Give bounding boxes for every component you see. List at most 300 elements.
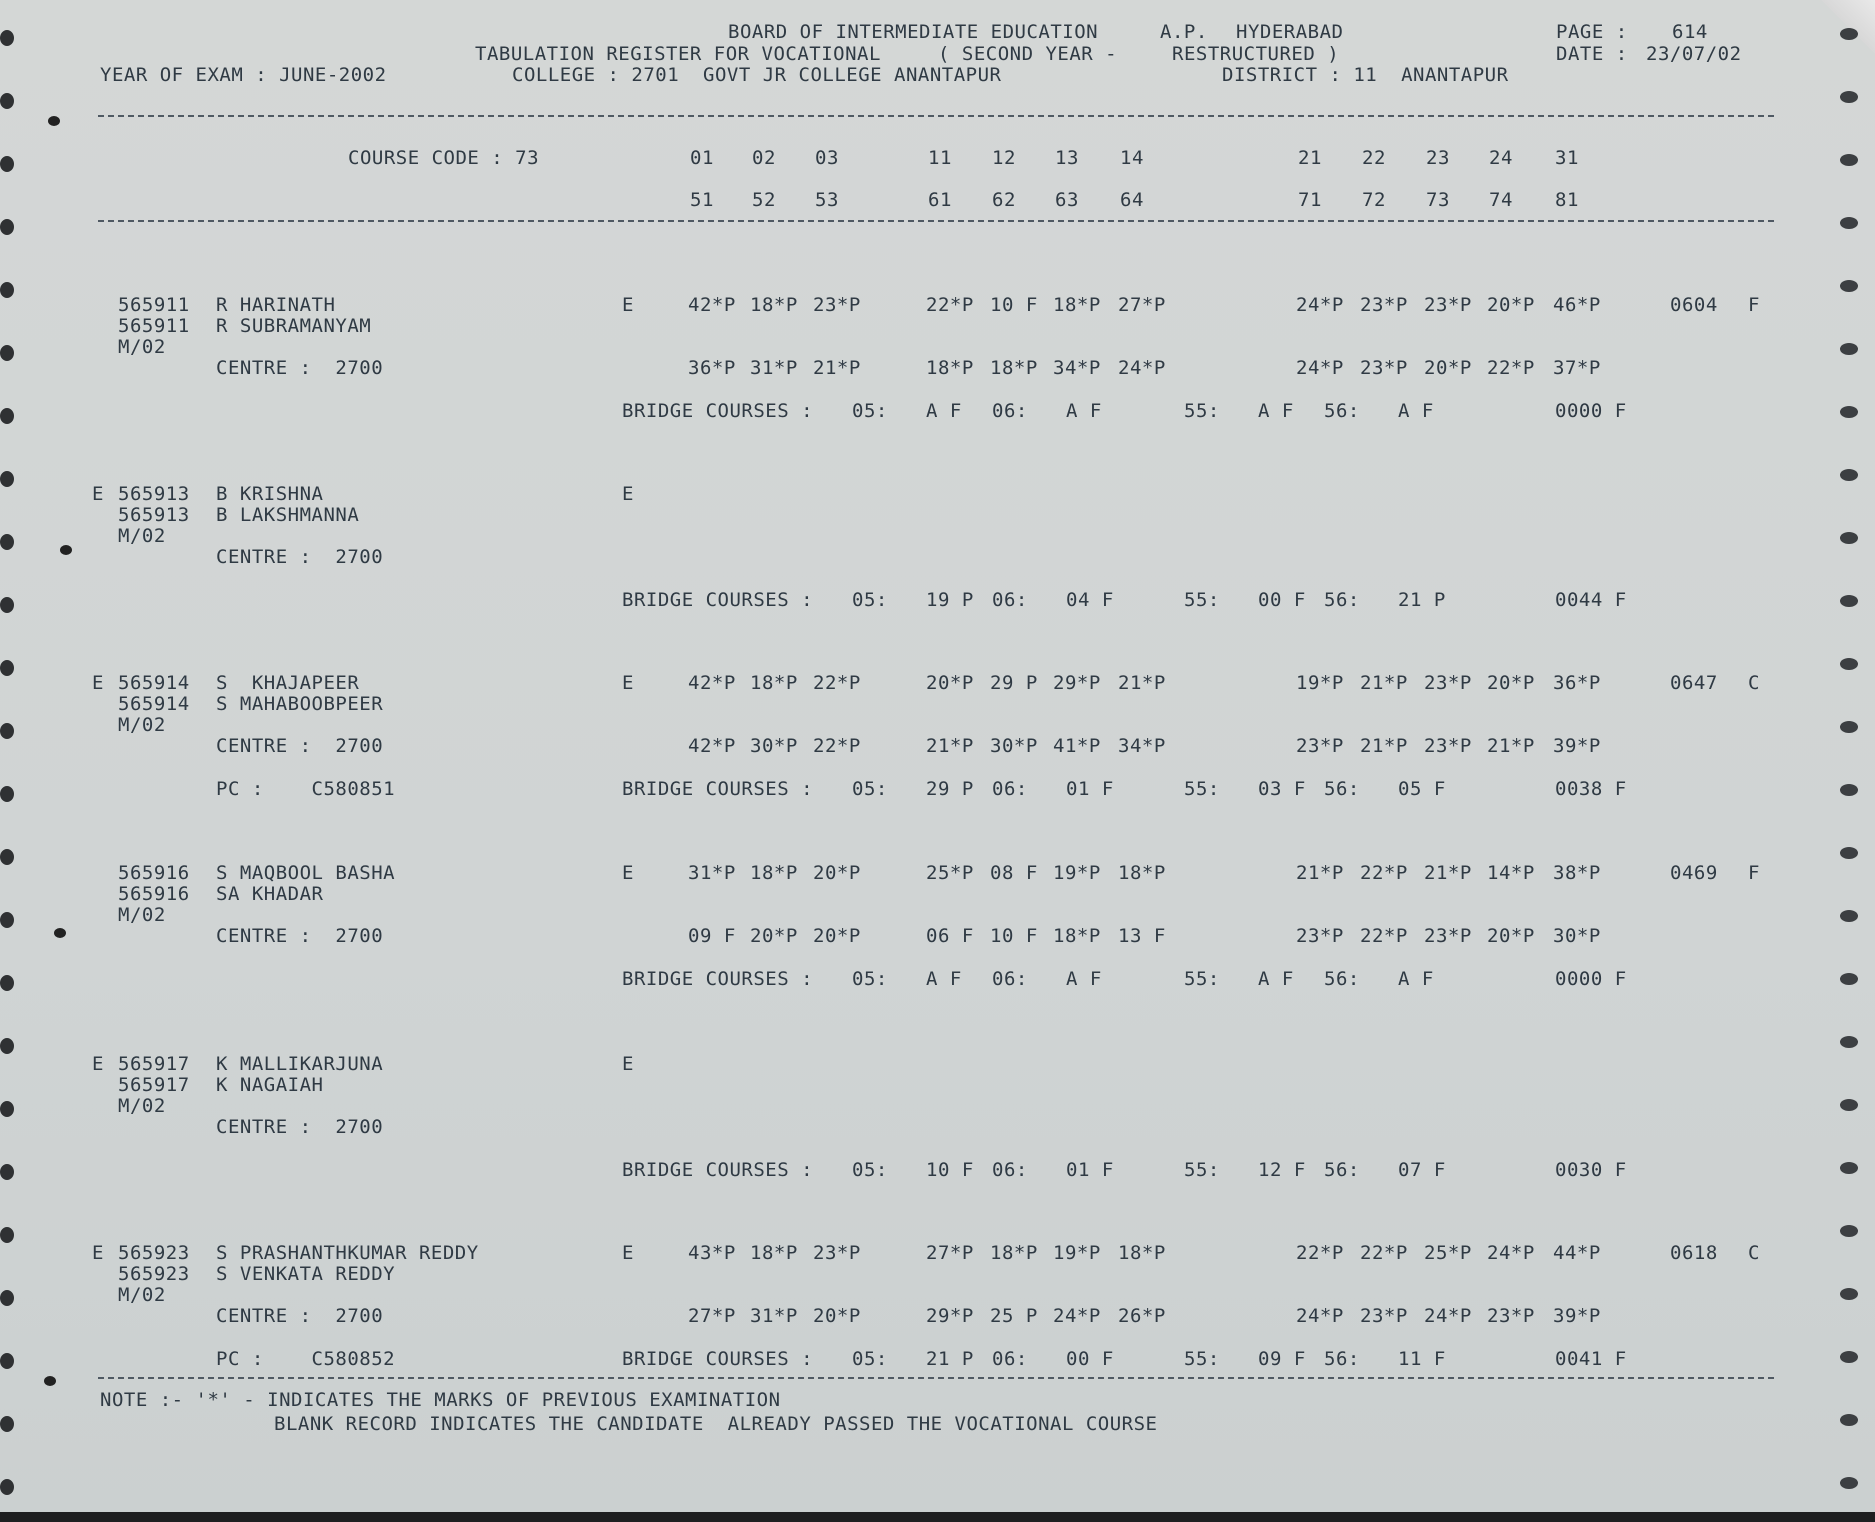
sprocket-hole — [0, 660, 14, 676]
sprocket-hole — [0, 723, 14, 739]
exam-marker: E — [622, 294, 634, 316]
ink-spot — [48, 116, 60, 126]
mark-cell-previous: 24*P — [1053, 1305, 1101, 1327]
sprocket-hole — [1840, 1477, 1858, 1489]
sprocket-hole — [0, 156, 14, 172]
mark-cell: 19*P — [1053, 1242, 1101, 1264]
pc-number: PC : C580851 — [216, 778, 396, 800]
sprocket-hole — [0, 597, 14, 613]
sprocket-hole — [0, 30, 14, 46]
mark-cell-previous: 20*P — [750, 925, 798, 947]
result-code: F — [1748, 294, 1760, 316]
bridge-mark: 01 F — [1066, 778, 1114, 800]
bridge-code: 55: — [1184, 778, 1220, 800]
bridge-mark: A F — [926, 968, 962, 990]
mark-cell: 42*P — [688, 294, 736, 316]
course-subject-code: 74 — [1489, 189, 1513, 211]
centre-info: CENTRE : 2700 — [216, 1305, 384, 1327]
course-subject-code: 23 — [1426, 147, 1450, 169]
candidate-name: S PRASHANTHKUMAR REDDY — [216, 1242, 479, 1264]
course-subject-code: 71 — [1298, 189, 1322, 211]
mark-cell: 19*P — [1296, 672, 1344, 694]
father-name: B LAKSHMANNA — [216, 504, 360, 526]
bridge-code: 06: — [992, 968, 1028, 990]
bridge-courses-label: BRIDGE COURSES : — [622, 778, 814, 800]
course-subject-code: 81 — [1555, 189, 1579, 211]
bridge-mark: 04 F — [1066, 589, 1114, 611]
sprocket-hole — [0, 1416, 14, 1432]
medium-code: M/02 — [118, 904, 166, 926]
father-name: R SUBRAMANYAM — [216, 315, 372, 337]
sprocket-hole — [1840, 721, 1858, 733]
bridge-code: 06: — [992, 778, 1028, 800]
centre-info: CENTRE : 2700 — [216, 925, 384, 947]
mark-cell: 18*P — [750, 1242, 798, 1264]
mark-cell: 22*P — [1360, 1242, 1408, 1264]
total-marks: 0469 — [1670, 862, 1718, 884]
sprocket-hole — [0, 1038, 14, 1054]
year-of-exam: YEAR OF EXAM : JUNE-2002 — [100, 64, 387, 86]
roll-number: 565916 — [118, 862, 190, 884]
exam-marker: E — [622, 483, 634, 505]
ink-spot — [54, 928, 66, 938]
course-subject-code: 61 — [928, 189, 952, 211]
roll-number-2: 565917 — [118, 1074, 190, 1096]
bridge-total: 0000 F — [1555, 968, 1627, 990]
mark-cell-previous: 23*P — [1487, 1305, 1535, 1327]
year-type: ( SECOND YEAR - — [938, 43, 1118, 65]
sprocket-hole — [1840, 91, 1858, 103]
bridge-code: 55: — [1184, 589, 1220, 611]
board-name: BOARD OF INTERMEDIATE EDUCATION — [728, 21, 1099, 43]
sprocket-hole — [0, 1353, 14, 1369]
mark-cell: 21*P — [1360, 672, 1408, 694]
bridge-code: 06: — [992, 589, 1028, 611]
centre-info: CENTRE : 2700 — [216, 735, 384, 757]
mark-cell-previous: 24*P — [1118, 357, 1166, 379]
exam-marker: E — [622, 1053, 634, 1075]
mark-cell: 08 F — [990, 862, 1038, 884]
rule-course — [98, 220, 1774, 222]
father-name: S VENKATA REDDY — [216, 1263, 396, 1285]
mark-cell-previous: 30*P — [1553, 925, 1601, 947]
bridge-mark: A F — [1258, 400, 1294, 422]
result-code: C — [1748, 1242, 1760, 1264]
medium-code: M/02 — [118, 336, 166, 358]
course-subject-code: 31 — [1555, 147, 1579, 169]
mark-cell: 19*P — [1053, 862, 1101, 884]
roll-number: 565923 — [118, 1242, 190, 1264]
mark-cell-previous: 18*P — [990, 357, 1038, 379]
sprocket-hole — [0, 282, 14, 298]
mark-cell-previous: 36*P — [688, 357, 736, 379]
mark-cell: 27*P — [926, 1242, 974, 1264]
centre-info: CENTRE : 2700 — [216, 1116, 384, 1138]
bridge-courses-label: BRIDGE COURSES : — [622, 400, 814, 422]
mark-cell-previous: 30*P — [990, 735, 1038, 757]
record-flag: E — [92, 1242, 104, 1264]
mark-cell-previous: 31*P — [750, 357, 798, 379]
note-line-1: NOTE :- '*' - INDICATES THE MARKS OF PREVIOUS EXAMINATION — [100, 1389, 781, 1411]
course-subject-code: 21 — [1298, 147, 1322, 169]
page-number: 614 — [1672, 21, 1708, 43]
mark-cell: 38*P — [1553, 862, 1601, 884]
record-flag: E — [92, 1053, 104, 1075]
roll-number: 565911 — [118, 294, 190, 316]
mark-cell: 23*P — [813, 1242, 861, 1264]
bridge-mark: A F — [926, 400, 962, 422]
bridge-total: 0030 F — [1555, 1159, 1627, 1181]
bridge-courses-label: BRIDGE COURSES : — [622, 1348, 814, 1370]
mark-cell-previous: 29*P — [926, 1305, 974, 1327]
bridge-mark: 29 P — [926, 778, 974, 800]
mark-cell-previous: 23*P — [1424, 925, 1472, 947]
mark-cell: 18*P — [1118, 862, 1166, 884]
mark-cell: 21*P — [1424, 862, 1472, 884]
mark-cell: 21*P — [1118, 672, 1166, 694]
mark-cell: 43*P — [688, 1242, 736, 1264]
mark-cell: 22*P — [926, 294, 974, 316]
course-subject-code: 62 — [992, 189, 1016, 211]
district-info: DISTRICT : 11 ANANTAPUR — [1222, 64, 1509, 86]
rule-bottom — [98, 1377, 1774, 1379]
mark-cell: 23*P — [1424, 294, 1472, 316]
roll-number-2: 565923 — [118, 1263, 190, 1285]
mark-cell-previous: 24*P — [1424, 1305, 1472, 1327]
mark-cell: 14*P — [1487, 862, 1535, 884]
roll-number-2: 565911 — [118, 315, 190, 337]
record-flag: E — [92, 483, 104, 505]
mark-cell-previous: 24*P — [1296, 1305, 1344, 1327]
sprocket-hole — [0, 1101, 14, 1117]
father-name: K NAGAIAH — [216, 1074, 324, 1096]
sprocket-hole — [1840, 28, 1858, 40]
mark-cell-previous: 24*P — [1296, 357, 1344, 379]
sprocket-hole — [1840, 469, 1858, 481]
bridge-code: 05: — [852, 778, 888, 800]
sprocket-hole — [0, 1290, 14, 1306]
sprocket-hole — [0, 1164, 14, 1180]
mark-cell-previous: 23*P — [1296, 925, 1344, 947]
bridge-code: 06: — [992, 400, 1028, 422]
bridge-mark: 21 P — [926, 1348, 974, 1370]
bridge-code: 56: — [1324, 778, 1360, 800]
mark-cell-previous: 20*P — [813, 1305, 861, 1327]
mark-cell-previous: 23*P — [1424, 735, 1472, 757]
bridge-code: 56: — [1324, 400, 1360, 422]
medium-code: M/02 — [118, 525, 166, 547]
record-flag: E — [92, 672, 104, 694]
bridge-courses-label: BRIDGE COURSES : — [622, 589, 814, 611]
course-subject-code: 02 — [752, 147, 776, 169]
mark-cell: 18*P — [750, 672, 798, 694]
bridge-total: 0044 F — [1555, 589, 1627, 611]
date-label: DATE : — [1556, 43, 1628, 65]
mark-cell-previous: 37*P — [1553, 357, 1601, 379]
mark-cell-previous: 23*P — [1296, 735, 1344, 757]
sprocket-hole — [0, 849, 14, 865]
mark-cell-previous: 20*P — [1424, 357, 1472, 379]
bridge-code: 06: — [992, 1348, 1028, 1370]
college-info: COLLEGE : 2701 GOVT JR COLLEGE ANANTAPUR — [512, 64, 1002, 86]
exam-marker: E — [622, 862, 634, 884]
mark-cell-previous: 41*P — [1053, 735, 1101, 757]
bridge-mark: 05 F — [1398, 778, 1446, 800]
sprocket-hole — [1840, 1036, 1858, 1048]
mark-cell-previous: 31*P — [750, 1305, 798, 1327]
sprocket-hole — [0, 786, 14, 802]
bridge-code: 55: — [1184, 968, 1220, 990]
mark-cell: 36*P — [1553, 672, 1601, 694]
mark-cell-previous: 21*P — [926, 735, 974, 757]
result-code: C — [1748, 672, 1760, 694]
sprocket-hole — [0, 93, 14, 109]
mark-cell: 20*P — [1487, 294, 1535, 316]
course-subject-code: 22 — [1362, 147, 1386, 169]
mark-cell-previous: 34*P — [1053, 357, 1101, 379]
sprocket-hole — [1840, 784, 1858, 796]
mark-cell-previous: 20*P — [813, 925, 861, 947]
bridge-code: 56: — [1324, 1348, 1360, 1370]
mark-cell-previous: 25 P — [990, 1305, 1038, 1327]
page-label: PAGE : — [1556, 21, 1628, 43]
date-value: 23/07/02 — [1646, 43, 1742, 65]
bridge-mark: A F — [1398, 400, 1434, 422]
mark-cell: 18*P — [1118, 1242, 1166, 1264]
result-code: F — [1748, 862, 1760, 884]
course-code: COURSE CODE : 73 — [348, 147, 540, 169]
roll-number: 565914 — [118, 672, 190, 694]
mark-cell: 25*P — [1424, 1242, 1472, 1264]
sprocket-hole — [1840, 1225, 1858, 1237]
mark-cell: 18*P — [990, 1242, 1038, 1264]
bridge-mark: A F — [1258, 968, 1294, 990]
mark-cell-previous: 06 F — [926, 925, 974, 947]
mark-cell-previous: 23*P — [1360, 357, 1408, 379]
mark-cell: 20*P — [1487, 672, 1535, 694]
roll-number-2: 565913 — [118, 504, 190, 526]
bridge-code: 05: — [852, 968, 888, 990]
bridge-mark: A F — [1066, 968, 1102, 990]
course-subject-code: 14 — [1120, 147, 1144, 169]
mark-cell: 29*P — [1053, 672, 1101, 694]
bridge-total: 0041 F — [1555, 1348, 1627, 1370]
sprocket-hole — [1840, 595, 1858, 607]
mark-cell: 24*P — [1296, 294, 1344, 316]
candidate-name: S KHAJAPEER — [216, 672, 360, 694]
course-subject-code: 52 — [752, 189, 776, 211]
bridge-mark: A F — [1066, 400, 1102, 422]
mark-cell-previous: 09 F — [688, 925, 736, 947]
course-subject-code: 24 — [1489, 147, 1513, 169]
sprocket-hole — [1840, 1162, 1858, 1174]
course-subject-code: 63 — [1055, 189, 1079, 211]
mark-cell: 22*P — [1296, 1242, 1344, 1264]
mark-cell-previous: 18*P — [926, 357, 974, 379]
sprocket-hole — [0, 219, 14, 235]
roll-number-2: 565916 — [118, 883, 190, 905]
sprocket-hole — [1840, 343, 1858, 355]
ink-spot — [44, 1376, 56, 1386]
medium-code: M/02 — [118, 1284, 166, 1306]
sprocket-hole — [1840, 910, 1858, 922]
centre-info: CENTRE : 2700 — [216, 357, 384, 379]
ink-spot — [60, 545, 72, 555]
sprocket-hole — [1840, 154, 1858, 166]
sprocket-hole — [0, 345, 14, 361]
mark-cell: 31*P — [688, 862, 736, 884]
mark-cell: 21*P — [1296, 862, 1344, 884]
mark-cell-previous: 18*P — [1053, 925, 1101, 947]
bridge-code: 56: — [1324, 968, 1360, 990]
mark-cell-previous: 39*P — [1553, 735, 1601, 757]
total-marks: 0647 — [1670, 672, 1718, 694]
bridge-mark: 12 F — [1258, 1159, 1306, 1181]
course-subject-code: 64 — [1120, 189, 1144, 211]
bridge-total: 0000 F — [1555, 400, 1627, 422]
course-subject-code: 13 — [1055, 147, 1079, 169]
mark-cell: 27*P — [1118, 294, 1166, 316]
course-subject-code: 72 — [1362, 189, 1386, 211]
sprocket-hole — [1840, 1099, 1858, 1111]
roll-number-2: 565914 — [118, 693, 190, 715]
mark-cell-previous: 27*P — [688, 1305, 736, 1327]
mark-cell-previous: 22*P — [1487, 357, 1535, 379]
sprocket-hole — [0, 471, 14, 487]
mark-cell: 20*P — [813, 862, 861, 884]
exam-marker: E — [622, 672, 634, 694]
mark-cell: 22*P — [813, 672, 861, 694]
sprocket-hole — [1840, 532, 1858, 544]
roll-number: 565913 — [118, 483, 190, 505]
bridge-mark: 21 P — [1398, 589, 1446, 611]
mark-cell-previous: 42*P — [688, 735, 736, 757]
mark-cell-previous: 34*P — [1118, 735, 1166, 757]
mark-cell: 24*P — [1487, 1242, 1535, 1264]
sprocket-hole — [1840, 217, 1858, 229]
bridge-mark: 07 F — [1398, 1159, 1446, 1181]
bridge-mark: 09 F — [1258, 1348, 1306, 1370]
sprocket-hole — [1840, 658, 1858, 670]
bridge-code: 05: — [852, 589, 888, 611]
father-name: SA KHADAR — [216, 883, 324, 905]
mark-cell: 23*P — [1424, 672, 1472, 694]
sprocket-hole — [1840, 1414, 1858, 1426]
mark-cell: 20*P — [926, 672, 974, 694]
sprocket-hole — [0, 912, 14, 928]
bridge-code: 06: — [992, 1159, 1028, 1181]
mark-cell: 44*P — [1553, 1242, 1601, 1264]
mark-cell: 42*P — [688, 672, 736, 694]
pc-number: PC : C580852 — [216, 1348, 396, 1370]
bridge-total: 0038 F — [1555, 778, 1627, 800]
course-subject-code: 12 — [992, 147, 1016, 169]
bridge-code: 05: — [852, 400, 888, 422]
sprocket-hole — [1840, 847, 1858, 859]
bridge-mark: 03 F — [1258, 778, 1306, 800]
exam-marker: E — [622, 1242, 634, 1264]
sheet-bottom-edge — [0, 1512, 1875, 1522]
mark-cell-previous: 30*P — [750, 735, 798, 757]
mark-cell: 46*P — [1553, 294, 1601, 316]
sprocket-hole — [0, 975, 14, 991]
mark-cell-previous: 20*P — [1487, 925, 1535, 947]
sprocket-hole — [1840, 406, 1858, 418]
sprocket-hole — [0, 534, 14, 550]
candidate-name: K MALLIKARJUNA — [216, 1053, 384, 1075]
mark-cell: 18*P — [1053, 294, 1101, 316]
medium-code: M/02 — [118, 714, 166, 736]
note-line-2: BLANK RECORD INDICATES THE CANDIDATE ALREADY PASSED THE VOCATIONAL COURSE — [274, 1413, 1158, 1435]
sprocket-hole — [1840, 280, 1858, 292]
bridge-code: 55: — [1184, 1348, 1220, 1370]
mark-cell: 25*P — [926, 862, 974, 884]
sprocket-hole — [0, 1479, 14, 1495]
mark-cell-previous: 22*P — [1360, 925, 1408, 947]
course-subject-code: 01 — [690, 147, 714, 169]
mark-cell-previous: 22*P — [813, 735, 861, 757]
candidate-name: R HARINATH — [216, 294, 336, 316]
candidate-name: S MAQBOOL BASHA — [216, 862, 396, 884]
course-subject-code: 51 — [690, 189, 714, 211]
bridge-code: 55: — [1184, 400, 1220, 422]
course-subject-code: 03 — [815, 147, 839, 169]
mark-cell: 18*P — [750, 294, 798, 316]
course-subject-code: 11 — [928, 147, 952, 169]
bridge-mark: 01 F — [1066, 1159, 1114, 1181]
mark-cell-previous: 10 F — [990, 925, 1038, 947]
mark-cell-previous: 21*P — [1360, 735, 1408, 757]
mark-cell: 10 F — [990, 294, 1038, 316]
sprocket-hole — [1840, 1351, 1858, 1363]
sprocket-hole — [0, 408, 14, 424]
father-name: S MAHABOOBPEER — [216, 693, 384, 715]
bridge-code: 05: — [852, 1159, 888, 1181]
bridge-code: 55: — [1184, 1159, 1220, 1181]
mark-cell-previous: 39*P — [1553, 1305, 1601, 1327]
bridge-courses-label: BRIDGE COURSES : — [622, 1159, 814, 1181]
bridge-mark: 00 F — [1066, 1348, 1114, 1370]
mark-cell-previous: 23*P — [1360, 1305, 1408, 1327]
course-subject-code: 53 — [815, 189, 839, 211]
mark-cell: 18*P — [750, 862, 798, 884]
mark-cell: 29 P — [990, 672, 1038, 694]
mark-cell: 22*P — [1360, 862, 1408, 884]
course-subject-code: 73 — [1426, 189, 1450, 211]
board-city: HYDERABAD — [1236, 21, 1344, 43]
bridge-code: 56: — [1324, 1159, 1360, 1181]
bridge-mark: 10 F — [926, 1159, 974, 1181]
mark-cell: 23*P — [1360, 294, 1408, 316]
bridge-code: 56: — [1324, 589, 1360, 611]
mark-cell-previous: 21*P — [1487, 735, 1535, 757]
sprocket-hole — [0, 1227, 14, 1243]
bridge-mark: 19 P — [926, 589, 974, 611]
restructured-label: RESTRUCTURED ) — [1172, 43, 1340, 65]
bridge-code: 05: — [852, 1348, 888, 1370]
centre-info: CENTRE : 2700 — [216, 546, 384, 568]
bridge-courses-label: BRIDGE COURSES : — [622, 968, 814, 990]
bridge-mark: A F — [1398, 968, 1434, 990]
bridge-mark: 11 F — [1398, 1348, 1446, 1370]
medium-code: M/02 — [118, 1095, 166, 1117]
total-marks: 0604 — [1670, 294, 1718, 316]
mark-cell: 23*P — [813, 294, 861, 316]
bridge-mark: 00 F — [1258, 589, 1306, 611]
mark-cell-previous: 26*P — [1118, 1305, 1166, 1327]
total-marks: 0618 — [1670, 1242, 1718, 1264]
rule-top — [98, 115, 1774, 117]
